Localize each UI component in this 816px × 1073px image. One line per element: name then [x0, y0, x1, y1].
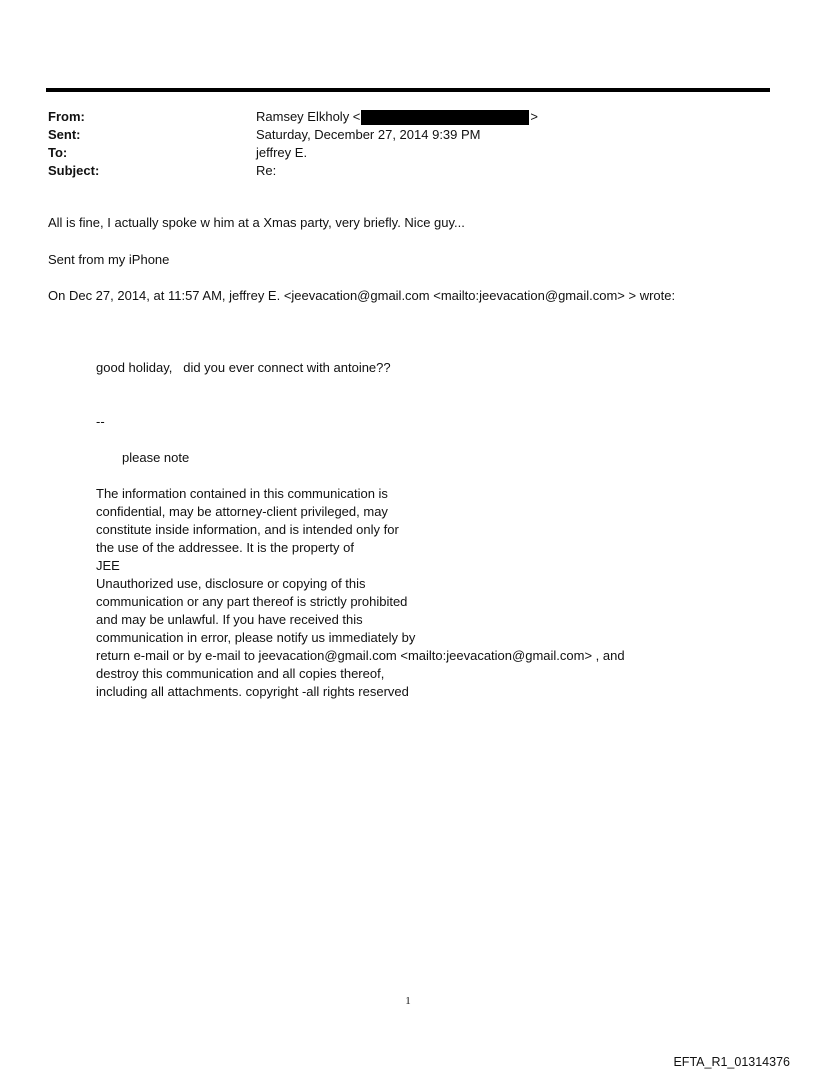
disclaimer-line: communication in error, please notify us immediately by — [96, 630, 416, 645]
disclaimer-line: communication or any part thereof is strictly prohibited — [96, 594, 408, 609]
disclaimer-line: destroy this communication and all copies thereof, — [96, 666, 385, 681]
page-number: 1 — [405, 995, 411, 1007]
from-name: Ramsey Elkholy < — [256, 109, 361, 124]
sent-row — [48, 126, 748, 144]
header-divider — [46, 88, 770, 92]
please-note: please note — [122, 450, 190, 465]
disclaimer-line: the use of the addressee. It is the property of — [96, 540, 354, 555]
disclaimer-line: including all attachments. copyright -all rights reserved — [96, 684, 409, 699]
disclaimer-line: and may be unlawful. If you have received this — [96, 612, 363, 627]
quote-intro: On Dec 27, 2014, at 11:57 AM, jeffrey E. <jeevacation@gmail.com <mailto:jeevacation@gmail.com> > wrote: — [48, 288, 676, 303]
subject-row — [48, 162, 748, 180]
email-header — [48, 108, 748, 180]
from-row — [48, 108, 748, 126]
subject-value: Re: — [256, 163, 277, 178]
disclaimer-line: return e-mail or by e-mail to jeevacation@gmail.com <mailto:jeevacation@gmail.com> , and — [96, 648, 625, 663]
disclaimer-line: The information contained in this communication is — [96, 486, 388, 501]
to-row — [48, 144, 748, 162]
sent-value: Saturday, December 27, 2014 9:39 PM — [256, 127, 481, 142]
from-value — [256, 108, 538, 126]
to-value: jeffrey E. — [256, 145, 308, 160]
subject-label: Subject: — [48, 163, 100, 178]
redaction-block — [361, 110, 529, 125]
disclaimer-line: confidential, may be attorney-client privileged, may — [96, 504, 388, 519]
quoted-message: good holiday, did you ever connect with antoine?? — [96, 360, 391, 375]
bates-number: EFTA_R1_01314376 — [673, 1055, 790, 1069]
reply-text: All is fine, I actually spoke w him at a Xmas party, very briefly. Nice guy... — [48, 215, 465, 230]
disclaimer-line: Unauthorized use, disclosure or copying of this — [96, 576, 366, 591]
disclaimer — [96, 485, 736, 701]
disclaimer-line: JEE — [96, 558, 120, 573]
to-label: To: — [48, 145, 68, 160]
from-label: From: — [48, 109, 85, 124]
sent-label: Sent: — [48, 127, 81, 142]
from-close: > — [530, 109, 538, 124]
signature: Sent from my iPhone — [48, 252, 170, 267]
signature-separator: -- — [96, 414, 105, 429]
disclaimer-line: constitute inside information, and is intended only for — [96, 522, 399, 537]
